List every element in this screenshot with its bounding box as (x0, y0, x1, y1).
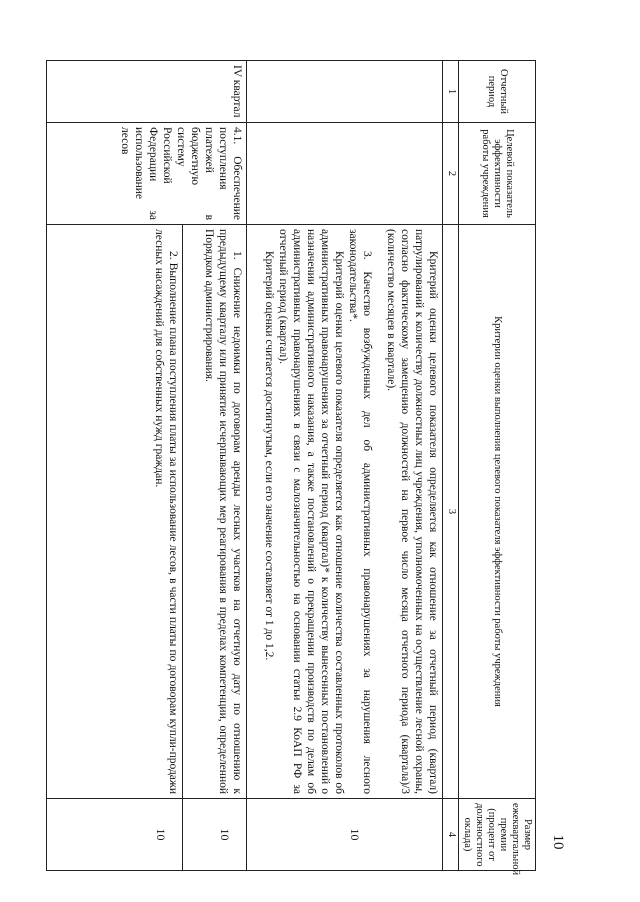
kpi-table (46, 60, 536, 876)
column-number: 1 (442, 61, 458, 123)
table-row (182, 61, 246, 871)
header-indicator: Целевой показатель эффективности работы учреждения (458, 123, 535, 225)
criteria-text: 2. Выполнение плана поступления платы за использование лесов, в части платы по договорам купли-продажи лесных насаждений для собственных нужд граждан. (152, 229, 179, 794)
premium-cell: 10 (182, 799, 246, 871)
column-number: 2 (442, 123, 458, 225)
header-criteria: Критерии оценки выполнения целевого показателя эффективности работы учреждения (458, 225, 535, 799)
criteria-text: 1. Снижение недоимки по договорам аренды лесных участков на отчетную дату по отношению к предыдущему кварталу или принятие исчерпывающих мер реагирования в пределах компетенции, определенной Порядком администрирования. (202, 229, 243, 794)
criteria-cell (246, 225, 442, 799)
rotated-table-area (46, 60, 536, 876)
period-cell: IV квартал (47, 61, 247, 123)
criteria-text: Критерий оценки целевого показателя определяется как отношение количества составленных протоколов об административных правонарушениях за отчетный период (квартал)* к количеству вынесенных постановлений о назначении административного наказания, а также постановлений о прекращении производств по делам об административных правонарушениях в связи с малозначительностью на основании статьи 2.9 КоАП РФ за отчетный период (квартал). (276, 229, 345, 794)
table-sheet (46, 60, 536, 876)
column-number: 3 (442, 225, 458, 799)
premium-cell: 10 (246, 799, 442, 871)
page-number: 10 (550, 834, 566, 850)
indicator-cell (246, 123, 442, 225)
criteria-title: 3. Качество возбужденных дел об административных правонарушениях за нарушения лесного законодательства*. (346, 229, 373, 794)
criteria-text: Критерий оценки целевого показателя определяется как отношение за отчетный период (квартал) патрулирований к количеству должностных лиц учреждения, уполномоченных на осуществление лесной охраны, согласно фактическому замещению должностей на первое число месяца отчетного периода (квартала)/3 (количество месяцев в квартале). (384, 229, 439, 794)
column-number: 4 (442, 799, 458, 871)
header-premium: Размер ежеквартальной премии (процент от должностного оклада) (458, 799, 535, 871)
premium-cell: 10 (47, 799, 183, 871)
indicator-cell: 4.1. Обеспечение поступления платежей в бюджетную систему Российской Федерации за использование лесов (47, 123, 247, 225)
period-cell (246, 61, 442, 123)
criteria-cell (182, 225, 246, 799)
criteria-cell (47, 225, 183, 799)
column-number-row (442, 61, 458, 871)
header-row (458, 61, 535, 871)
table-row (246, 61, 442, 871)
header-period: Отчетный период (458, 61, 535, 123)
criteria-note: Критерий оценки считается достигнутым, если его значение составляет от 1 до 1,2. (262, 251, 275, 661)
